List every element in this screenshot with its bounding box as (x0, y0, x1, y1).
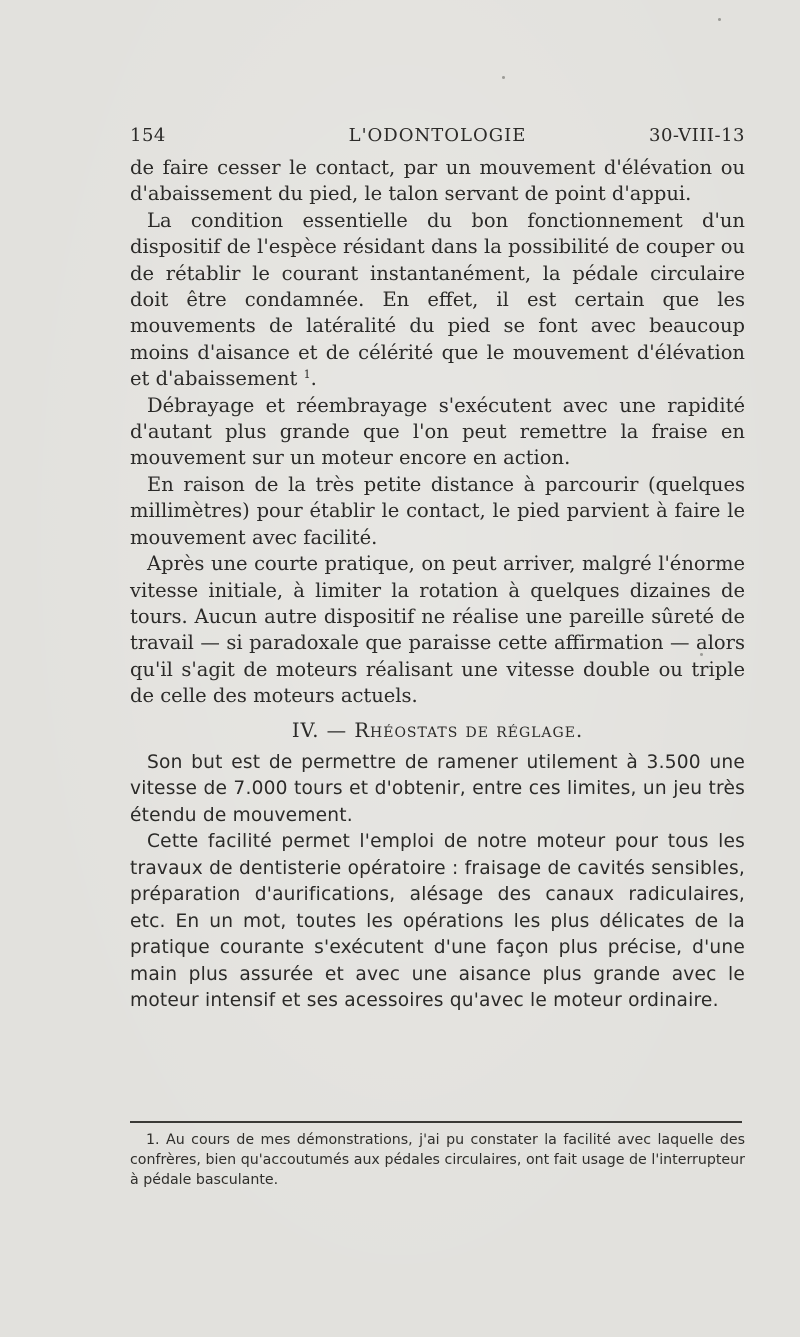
paragraph-end-punctuation: . (310, 367, 317, 391)
paragraph: En raison de la très petite distance à parcourir (quelques millimètres) pour établir le contact, le pied parvient à faire le mouvement avec facilité. (130, 472, 745, 549)
paragraph: Débrayage et réembrayage s'exécutent avec une rapidité d'autant plus grande que l'on peut remettre la fraise en mouvement sur un moteur encore en action. (130, 393, 745, 470)
issue-date: 30-VIII-13 (649, 125, 745, 146)
footnote-separator (130, 1121, 742, 1123)
running-title: L'ODONTOLOGIE (348, 125, 527, 146)
section-title: Rhéostats de réglage. (354, 718, 584, 742)
footnote (130, 1130, 745, 1190)
main-text (130, 155, 745, 1015)
footnote-reference: 1 (303, 368, 311, 382)
paragraph: de faire cesser le contact, par un mouvement d'élévation ou d'abaissement du pied, le talon servant de point d'appui. (130, 156, 745, 206)
paper-speck (502, 76, 505, 79)
paragraph-text: La condition essentielle du bon fonctionnement d'un dispositif de l'espèce résidant dans la possibilité de couper ou de rétablir le courant instantanément, la pédale circulaire doit être condamnée. En effet, il est certain que les mouvements de latéralité du pied se font avec beaucoup moins d'aisance et de célérité que le mouvement d'élévation et d'abaissement (130, 208, 745, 391)
paragraph: Cette facilité permet l'emploi de notre moteur pour tous les travaux de dentisterie opératoire : fraisage de cavités sensibles, préparation d'aurifications, alésage des canaux radiculaires, etc. En un mot, toutes les opérations les plus délicates de la pratique courante s'exécutent d'une façon plus précise, d'une main plus assurée et avec une aisance plus grande avec le moteur intensif et ses acessoires qu'avec le moteur ordinaire. (130, 831, 745, 1012)
paragraph: Son but est de permettre de ramener utilement à 3.500 une vitesse de 7.000 tours et d'obtenir, entre ces limites, un jeu très étendu de mouvement. (130, 751, 745, 826)
paragraph: Après une courte pratique, on peut arriver, malgré l'énorme vitesse initiale, à limiter la rotation à quelques dizaines de tours. Aucun autre dispositif ne réalise une pareille sûreté de travail — si paradoxale que paraisse cette affirmation — alors qu'il s'agit de moteurs réalisant une vitesse double ou triple de celle des moteurs actuels. (130, 552, 745, 708)
footnote-number: 1. (146, 1132, 160, 1148)
page-number: 154 (130, 125, 166, 146)
section-heading (130, 718, 745, 744)
footnote-text: Au cours de mes démonstrations, j'ai pu constater la facilité avec laquelle des confrères, bien qu'accoutumés aux pédales circulaires, ont fait usage de l'interrupteur à pédale basculante. (130, 1132, 746, 1188)
paragraph (130, 208, 745, 393)
running-header (130, 125, 745, 153)
paper-speck (718, 18, 721, 21)
section-number: IV. — (291, 718, 348, 742)
